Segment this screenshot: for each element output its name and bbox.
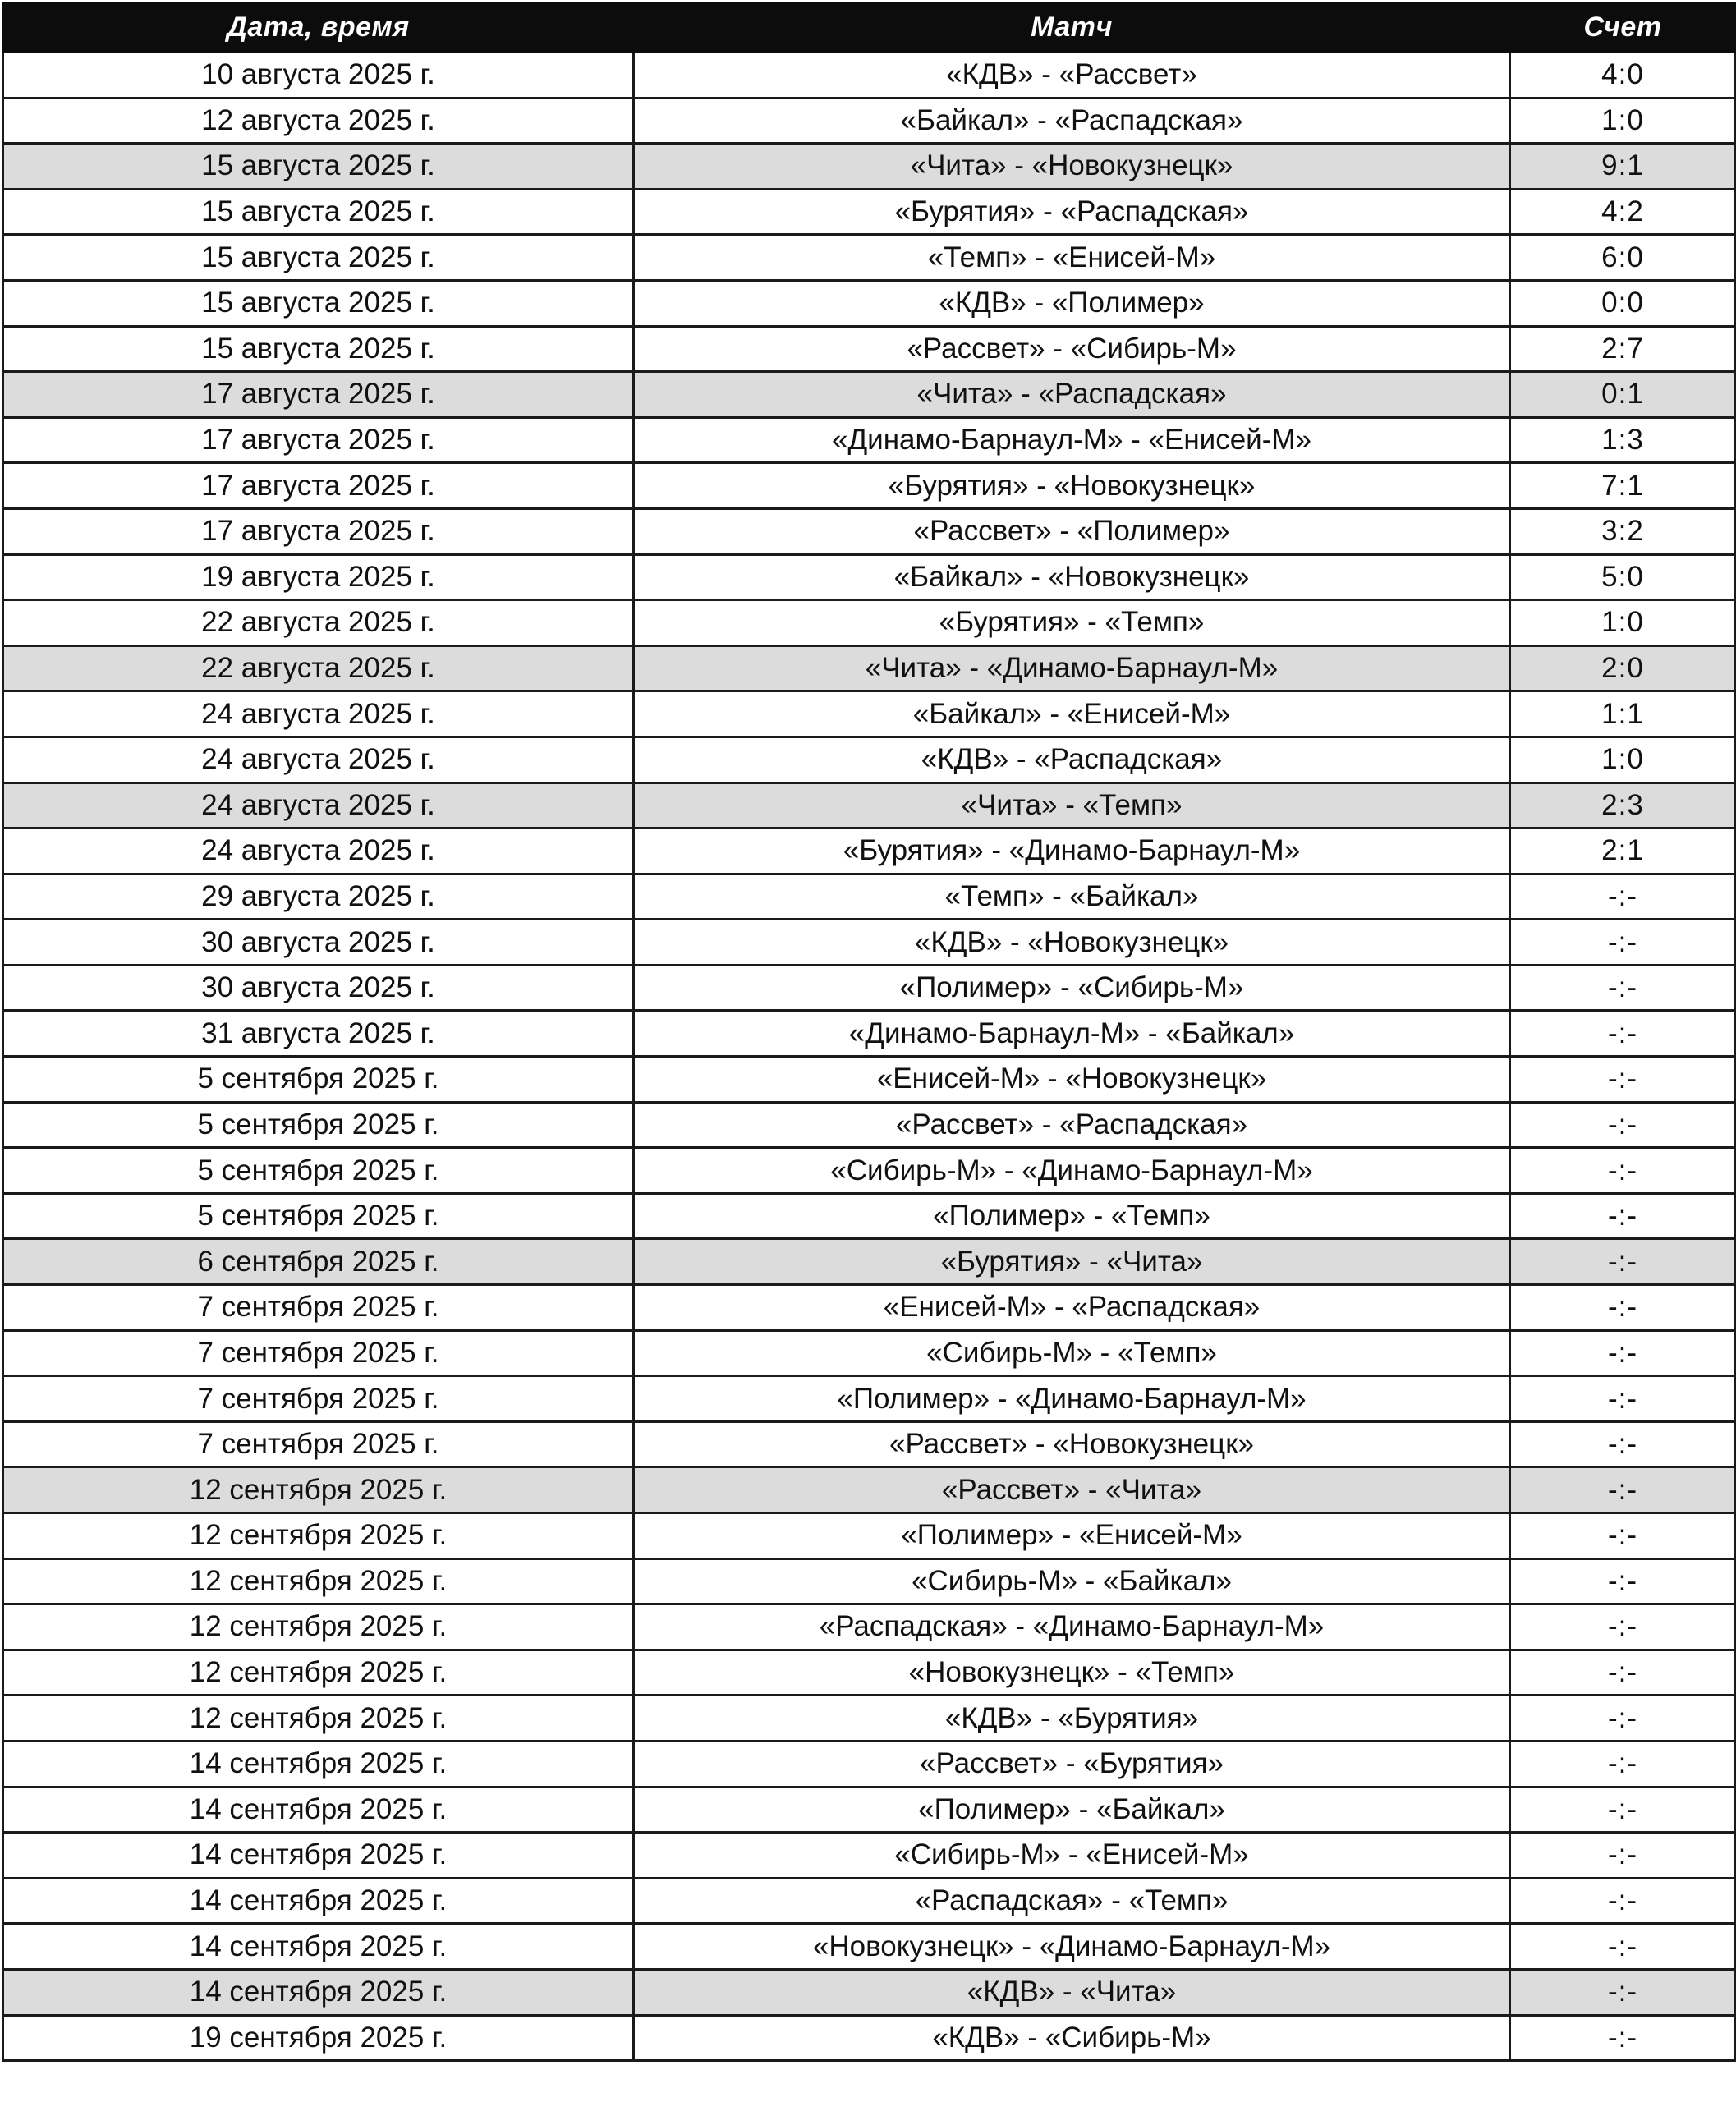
date-cell: 12 сентября 2025 г. bbox=[3, 1558, 634, 1604]
score-cell: 6:0 bbox=[1510, 235, 1736, 281]
table-row bbox=[3, 2015, 1736, 2061]
score-cell: -:- bbox=[1510, 1741, 1736, 1787]
date-cell: 24 августа 2025 г. bbox=[3, 691, 634, 737]
match-cell: «Динамо-Барнаул-М» - «Енисей-М» bbox=[634, 417, 1510, 463]
score-cell: 4:2 bbox=[1510, 189, 1736, 235]
score-cell: 5:0 bbox=[1510, 554, 1736, 600]
score-cell: -:- bbox=[1510, 1193, 1736, 1239]
score-cell: -:- bbox=[1510, 1833, 1736, 1879]
score-cell: -:- bbox=[1510, 1285, 1736, 1331]
table-row bbox=[3, 463, 1736, 509]
table-row bbox=[3, 1376, 1736, 1422]
match-cell: «Бурятия» - «Чита» bbox=[634, 1239, 1510, 1285]
table-row bbox=[3, 1285, 1736, 1331]
date-cell: 15 августа 2025 г. bbox=[3, 235, 634, 281]
table-row bbox=[3, 1102, 1736, 1148]
date-cell: 15 августа 2025 г. bbox=[3, 144, 634, 190]
date-cell: 29 августа 2025 г. bbox=[3, 874, 634, 920]
table-row bbox=[3, 965, 1736, 1011]
score-cell: -:- bbox=[1510, 1558, 1736, 1604]
table-row bbox=[3, 508, 1736, 554]
score-cell: -:- bbox=[1510, 1376, 1736, 1422]
date-cell: 14 сентября 2025 г. bbox=[3, 1833, 634, 1879]
match-cell: «Рассвет» - «Сибирь-М» bbox=[634, 326, 1510, 372]
date-cell: 14 сентября 2025 г. bbox=[3, 1787, 634, 1833]
score-cell: -:- bbox=[1510, 1878, 1736, 1924]
score-cell: -:- bbox=[1510, 1148, 1736, 1194]
score-cell: 4:0 bbox=[1510, 53, 1736, 99]
date-cell: 12 сентября 2025 г. bbox=[3, 1696, 634, 1742]
score-cell: -:- bbox=[1510, 1513, 1736, 1559]
match-cell: «КДВ» - «Рассвет» bbox=[634, 53, 1510, 99]
date-cell: 14 сентября 2025 г. bbox=[3, 1741, 634, 1787]
date-cell: 22 августа 2025 г. bbox=[3, 645, 634, 691]
match-cell: «Бурятия» - «Распадская» bbox=[634, 189, 1510, 235]
match-cell: «Темп» - «Енисей-М» bbox=[634, 235, 1510, 281]
table-row bbox=[3, 1330, 1736, 1376]
match-cell: «Рассвет» - «Чита» bbox=[634, 1467, 1510, 1513]
date-cell: 15 августа 2025 г. bbox=[3, 326, 634, 372]
score-cell: 1:3 bbox=[1510, 417, 1736, 463]
score-cell: -:- bbox=[1510, 1467, 1736, 1513]
table-row bbox=[3, 1558, 1736, 1604]
score-cell: 3:2 bbox=[1510, 508, 1736, 554]
table-row bbox=[3, 600, 1736, 646]
score-cell: -:- bbox=[1510, 965, 1736, 1011]
date-cell: 15 августа 2025 г. bbox=[3, 189, 634, 235]
date-cell: 24 августа 2025 г. bbox=[3, 828, 634, 874]
score-cell: -:- bbox=[1510, 1924, 1736, 1970]
score-cell: 7:1 bbox=[1510, 463, 1736, 509]
match-cell: «Новокузнецк» - «Темп» bbox=[634, 1650, 1510, 1696]
match-cell: «Сибирь-М» - «Енисей-М» bbox=[634, 1833, 1510, 1879]
table-row bbox=[3, 737, 1736, 783]
date-cell: 24 августа 2025 г. bbox=[3, 737, 634, 783]
score-cell: -:- bbox=[1510, 1421, 1736, 1467]
match-cell: «КДВ» - «Сибирь-М» bbox=[634, 2015, 1510, 2061]
date-cell: 14 сентября 2025 г. bbox=[3, 1969, 634, 2015]
match-cell: «Полимер» - «Енисей-М» bbox=[634, 1513, 1510, 1559]
match-cell: «Сибирь-М» - «Динамо-Барнаул-М» bbox=[634, 1148, 1510, 1194]
date-cell: 12 сентября 2025 г. bbox=[3, 1604, 634, 1650]
date-cell: 5 сентября 2025 г. bbox=[3, 1148, 634, 1194]
score-cell: -:- bbox=[1510, 1969, 1736, 2015]
date-cell: 30 августа 2025 г. bbox=[3, 965, 634, 1011]
match-cell: «Рассвет» - «Полимер» bbox=[634, 508, 1510, 554]
date-cell: 19 сентября 2025 г. bbox=[3, 2015, 634, 2061]
date-cell: 12 сентября 2025 г. bbox=[3, 1650, 634, 1696]
score-cell: -:- bbox=[1510, 2015, 1736, 2061]
table-row bbox=[3, 1193, 1736, 1239]
date-cell: 30 августа 2025 г. bbox=[3, 920, 634, 966]
header-match: Матч bbox=[634, 3, 1510, 53]
match-cell: «Бурятия» - «Динамо-Барнаул-М» bbox=[634, 828, 1510, 874]
score-cell: -:- bbox=[1510, 1057, 1736, 1103]
date-cell: 19 августа 2025 г. bbox=[3, 554, 634, 600]
table-row bbox=[3, 1467, 1736, 1513]
score-cell: 2:3 bbox=[1510, 783, 1736, 828]
table-row bbox=[3, 691, 1736, 737]
score-cell: 2:7 bbox=[1510, 326, 1736, 372]
table-row bbox=[3, 1924, 1736, 1970]
table-row bbox=[3, 1696, 1736, 1742]
table-row bbox=[3, 189, 1736, 235]
date-cell: 12 августа 2025 г. bbox=[3, 98, 634, 144]
date-cell: 7 сентября 2025 г. bbox=[3, 1285, 634, 1331]
match-cell: «КДВ» - «Чита» bbox=[634, 1969, 1510, 2015]
score-cell: 0:1 bbox=[1510, 372, 1736, 418]
match-cell: «Байкал» - «Распадская» bbox=[634, 98, 1510, 144]
score-cell: -:- bbox=[1510, 1239, 1736, 1285]
match-cell: «КДВ» - «Новокузнецк» bbox=[634, 920, 1510, 966]
table-row bbox=[3, 1878, 1736, 1924]
date-cell: 5 сентября 2025 г. bbox=[3, 1193, 634, 1239]
match-cell: «КДВ» - «Бурятия» bbox=[634, 1696, 1510, 1742]
match-cell: «Байкал» - «Новокузнецк» bbox=[634, 554, 1510, 600]
table-row bbox=[3, 1787, 1736, 1833]
score-cell: 1:0 bbox=[1510, 600, 1736, 646]
score-cell: -:- bbox=[1510, 874, 1736, 920]
table-row bbox=[3, 280, 1736, 326]
date-cell: 5 сентября 2025 г. bbox=[3, 1102, 634, 1148]
date-cell: 5 сентября 2025 г. bbox=[3, 1057, 634, 1103]
match-cell: «КДВ» - «Полимер» bbox=[634, 280, 1510, 326]
match-cell: «Чита» - «Новокузнецк» bbox=[634, 144, 1510, 190]
table-body bbox=[3, 53, 1736, 2061]
match-cell: «Динамо-Барнаул-М» - «Байкал» bbox=[634, 1011, 1510, 1057]
table-row bbox=[3, 1833, 1736, 1879]
date-cell: 14 сентября 2025 г. bbox=[3, 1878, 634, 1924]
match-cell: «Распадская» - «Динамо-Барнаул-М» bbox=[634, 1604, 1510, 1650]
match-cell: «Распадская» - «Темп» bbox=[634, 1878, 1510, 1924]
table-row bbox=[3, 372, 1736, 418]
table-row bbox=[3, 828, 1736, 874]
date-cell: 17 августа 2025 г. bbox=[3, 508, 634, 554]
table-row bbox=[3, 1011, 1736, 1057]
score-cell: -:- bbox=[1510, 920, 1736, 966]
date-cell: 22 августа 2025 г. bbox=[3, 600, 634, 646]
match-cell: «Бурятия» - «Темп» bbox=[634, 600, 1510, 646]
header-score: Счет bbox=[1510, 3, 1736, 53]
score-cell: 2:0 bbox=[1510, 645, 1736, 691]
date-cell: 7 сентября 2025 г. bbox=[3, 1376, 634, 1422]
score-cell: -:- bbox=[1510, 1330, 1736, 1376]
table-row bbox=[3, 874, 1736, 920]
table-header bbox=[3, 3, 1736, 53]
table-row bbox=[3, 144, 1736, 190]
match-cell: «Чита» - «Динамо-Барнаул-М» bbox=[634, 645, 1510, 691]
score-cell: -:- bbox=[1510, 1011, 1736, 1057]
match-cell: «Чита» - «Распадская» bbox=[634, 372, 1510, 418]
match-cell: «Новокузнецк» - «Динамо-Барнаул-М» bbox=[634, 1924, 1510, 1970]
date-cell: 7 сентября 2025 г. bbox=[3, 1330, 634, 1376]
table-row bbox=[3, 1239, 1736, 1285]
score-cell: -:- bbox=[1510, 1102, 1736, 1148]
table-row bbox=[3, 783, 1736, 828]
date-cell: 31 августа 2025 г. bbox=[3, 1011, 634, 1057]
table-row bbox=[3, 235, 1736, 281]
table-row bbox=[3, 1513, 1736, 1559]
table-row bbox=[3, 1969, 1736, 2015]
score-cell: 2:1 bbox=[1510, 828, 1736, 874]
match-cell: «Чита» - «Темп» bbox=[634, 783, 1510, 828]
table-row bbox=[3, 1650, 1736, 1696]
table-row bbox=[3, 1421, 1736, 1467]
date-cell: 15 августа 2025 г. bbox=[3, 280, 634, 326]
date-cell: 6 сентября 2025 г. bbox=[3, 1239, 634, 1285]
score-cell: 1:0 bbox=[1510, 98, 1736, 144]
score-cell: 9:1 bbox=[1510, 144, 1736, 190]
date-cell: 12 сентября 2025 г. bbox=[3, 1513, 634, 1559]
date-cell: 17 августа 2025 г. bbox=[3, 463, 634, 509]
match-cell: «Сибирь-М» - «Байкал» bbox=[634, 1558, 1510, 1604]
match-cell: «Бурятия» - «Новокузнецк» bbox=[634, 463, 1510, 509]
date-cell: 17 августа 2025 г. bbox=[3, 417, 634, 463]
date-cell: 17 августа 2025 г. bbox=[3, 372, 634, 418]
match-cell: «КДВ» - «Распадская» bbox=[634, 737, 1510, 783]
score-cell: -:- bbox=[1510, 1604, 1736, 1650]
header-row bbox=[3, 3, 1736, 53]
score-cell: 0:0 bbox=[1510, 280, 1736, 326]
table-row bbox=[3, 1148, 1736, 1194]
score-cell: -:- bbox=[1510, 1787, 1736, 1833]
table-row bbox=[3, 554, 1736, 600]
table-row bbox=[3, 1057, 1736, 1103]
match-cell: «Енисей-М» - «Распадская» bbox=[634, 1285, 1510, 1331]
match-cell: «Рассвет» - «Бурятия» bbox=[634, 1741, 1510, 1787]
match-cell: «Полимер» - «Байкал» bbox=[634, 1787, 1510, 1833]
date-cell: 7 сентября 2025 г. bbox=[3, 1421, 634, 1467]
score-cell: 1:0 bbox=[1510, 737, 1736, 783]
table-row bbox=[3, 98, 1736, 144]
match-cell: «Рассвет» - «Новокузнецк» bbox=[634, 1421, 1510, 1467]
match-cell: «Енисей-М» - «Новокузнецк» bbox=[634, 1057, 1510, 1103]
date-cell: 12 сентября 2025 г. bbox=[3, 1467, 634, 1513]
table-row bbox=[3, 645, 1736, 691]
match-cell: «Сибирь-М» - «Темп» bbox=[634, 1330, 1510, 1376]
table-row bbox=[3, 1604, 1736, 1650]
match-cell: «Байкал» - «Енисей-М» bbox=[634, 691, 1510, 737]
score-cell: -:- bbox=[1510, 1650, 1736, 1696]
table-row bbox=[3, 920, 1736, 966]
table-row bbox=[3, 417, 1736, 463]
table-row bbox=[3, 1741, 1736, 1787]
header-date: Дата, время bbox=[3, 3, 634, 53]
match-schedule-table bbox=[2, 2, 1736, 2062]
date-cell: 14 сентября 2025 г. bbox=[3, 1924, 634, 1970]
match-cell: «Темп» - «Байкал» bbox=[634, 874, 1510, 920]
score-cell: -:- bbox=[1510, 1696, 1736, 1742]
match-cell: «Рассвет» - «Распадская» bbox=[634, 1102, 1510, 1148]
score-cell: 1:1 bbox=[1510, 691, 1736, 737]
match-cell: «Полимер» - «Динамо-Барнаул-М» bbox=[634, 1376, 1510, 1422]
match-cell: «Полимер» - «Сибирь-М» bbox=[634, 965, 1510, 1011]
date-cell: 24 августа 2025 г. bbox=[3, 783, 634, 828]
date-cell: 10 августа 2025 г. bbox=[3, 53, 634, 99]
table-row bbox=[3, 326, 1736, 372]
match-cell: «Полимер» - «Темп» bbox=[634, 1193, 1510, 1239]
table-row bbox=[3, 53, 1736, 99]
